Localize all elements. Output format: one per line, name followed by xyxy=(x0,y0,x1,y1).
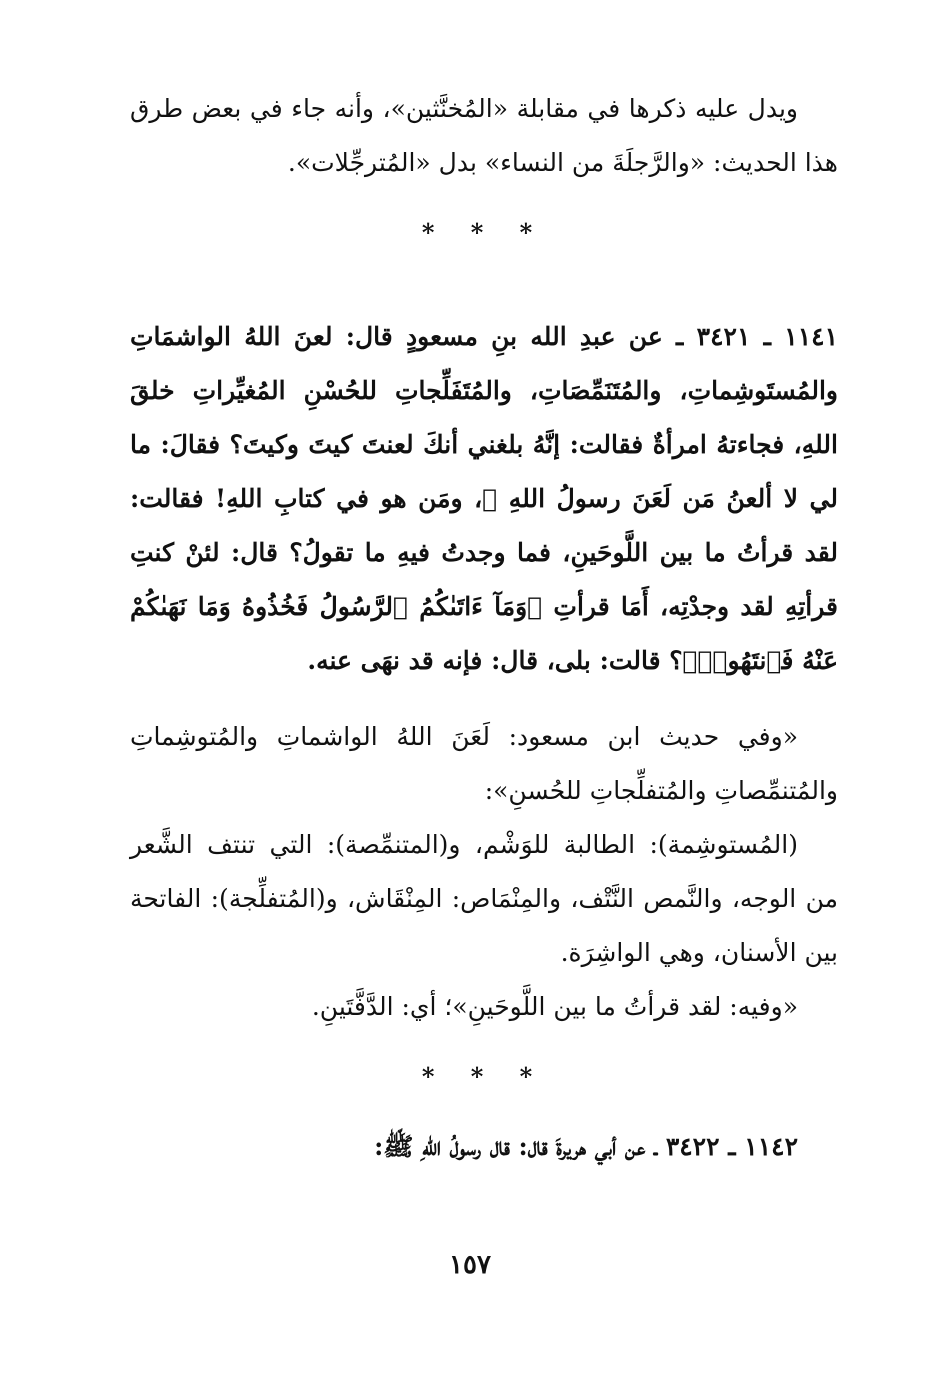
hadith-1141: ١١٤١ ـ ٣٤٢١ ـ عن عبدِ الله بنِ مسعودٍ قال: لعنَ اللهُ الواشمَاتِ والمُستَوشِماتِ، والمُتَنَمِّصَاتِ، والمُتَفَلِّجاتِ للحُسْنِ المُغيِّراتِ خلقَ اللهِ، فجاءتهُ امرأةٌ فقالت: إنَّهُ بلغني أنكَ لعنتَ كيتَ وكيتَ؟ فقالَ: ما لي لا ألعنُ مَن لَعَنَ رسولُ اللهِ ﷺ، ومَن هو في كتابِ اللهِ! فقالت: لقد قرأتُ ما بين اللَّوحَينِ، فما وجدتُ فيهِ ما تقولُ؟ قال: لئنْ كنتِ قرأتِهِ لقد وجدْتِه، أَمَا قرأتِ ﴿وَمَآ ءَاتَىٰكُمُ ٱلرَّسُولُ فَخُذُوهُ وَمَا نَهَىٰكُمْ عَنْهُ فَٱنتَهُوا۟﴾؟ قالت: بلى، قال: فإنه قد نهَى عنه. xyxy=(130,322,838,675)
commentary-quote: «وفي حديث ابن مسعود: لَعَنَ اللهُ الواشماتِ والمُتوشِماتِ والمُتنمِّصاتِ والمُتفلِّجاتِ للحُسنِ»: xyxy=(130,722,838,805)
commentary-explanation: (المُستوشِمة): الطالبة للوَشْم، و(المتنمِّصة): التي تنتف الشَّعر من الوجه، والنَّمص النَّتْف، والمِنْمَاص: المِنْقَاش، و(المُتفلِّجة): الفاتحة بين الأسنان، وهي الواشِرَة. xyxy=(130,830,838,967)
spacer xyxy=(130,688,838,710)
page-body xyxy=(130,82,838,1174)
separator-stars: * * * xyxy=(421,218,547,247)
intro-paragraph: ويدل عليه ذكرها في مقابلة «المُخنَّثين»، وأنه جاء في بعض طرق هذا الحديث: «والرَّجلَةَ من النساء» بدل «المُترجِّلات». xyxy=(130,94,838,177)
commentary-lawhain: «وفيه: لقد قرأتُ ما بين اللَّوحَينِ»؛ أي: الدَّفَّتَينِ. xyxy=(311,992,798,1021)
spacer xyxy=(130,276,838,310)
page-number: ١٥٧ xyxy=(449,1250,491,1280)
hadith-1142: ١١٤٢ ـ ٣٤٢٢ ـ عن أبي هريرةَ قال: قال رسولُ اللهِ ﷺ: xyxy=(374,1132,798,1161)
separator-stars: * * * xyxy=(421,1062,547,1091)
